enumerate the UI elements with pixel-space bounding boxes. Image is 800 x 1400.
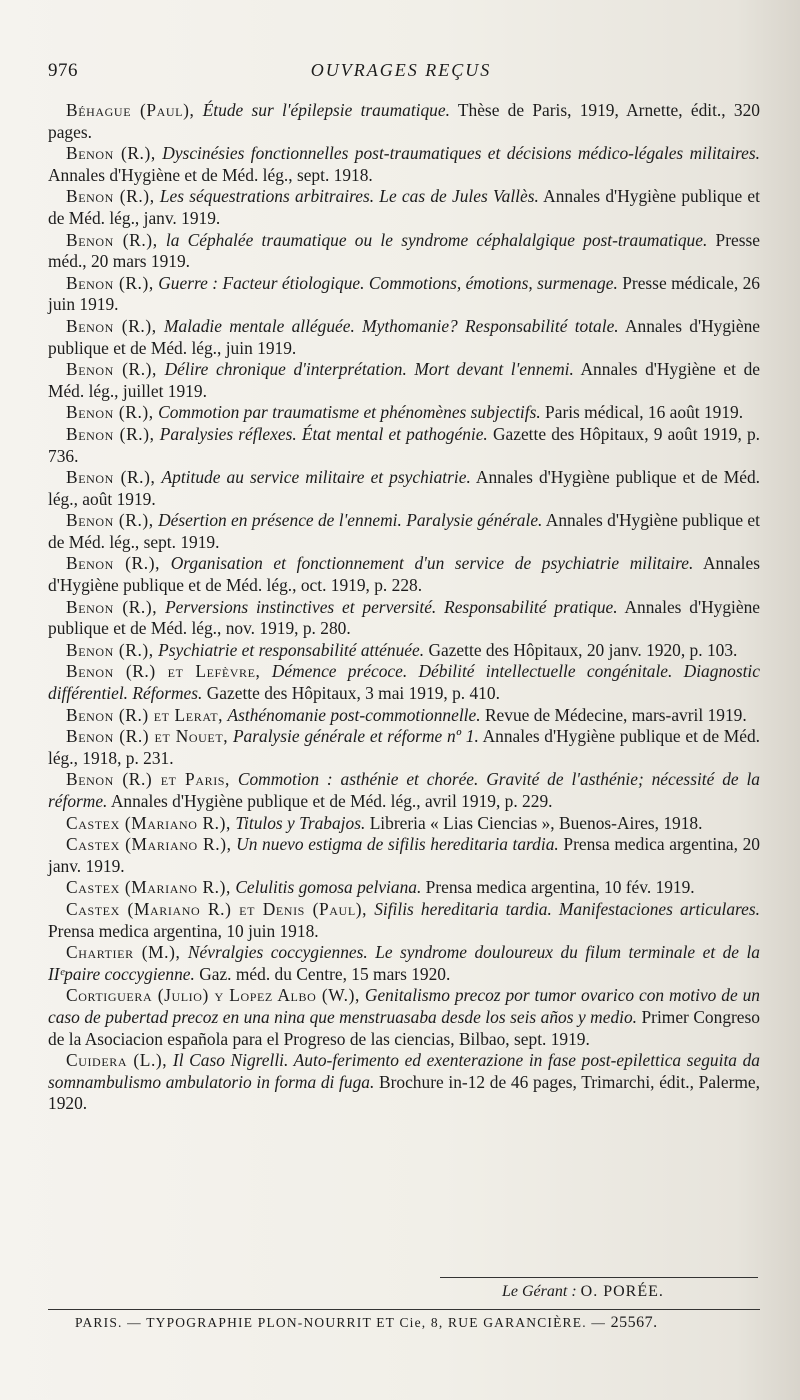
gerant-name: O. PORÉE.	[580, 1283, 664, 1300]
entry-author: Benon (R.),	[66, 402, 154, 423]
bibliography-entry	[48, 186, 760, 229]
entry-title: Les séquestrations arbitraires. Le cas de Jules Vallès.	[159, 186, 539, 207]
entry-title: Il Caso Nigrelli. Auto-ferimento ed exenterazione in fase post-epilettica seguita da somnambulismo ambulatorio in forma di fuga.	[48, 1050, 760, 1092]
entry-author: Benon (R.),	[66, 315, 157, 336]
entry-publication: Gaz. méd. du Centre, 15 mars 1920.	[199, 963, 451, 984]
bibliography-entry	[48, 230, 760, 273]
bibliography-entry	[48, 705, 760, 727]
entry-author: Chartier (M.),	[66, 942, 181, 963]
bibliography-entry	[48, 769, 760, 812]
printer-imprint	[75, 1314, 658, 1332]
entry-author: Béhague (Paul),	[66, 100, 195, 120]
entry-title: Asthénomanie post-commotionnelle.	[227, 704, 481, 725]
entry-title: Genitalismo precoz por tumor ovarico con motivo de un caso de pubertad precoz en una nina que menstruasaba desde los seis años y medio.	[48, 985, 761, 1027]
entry-author: Benon (R.) et Nouet,	[66, 726, 229, 747]
entry-author: Castex (Mariano R.),	[66, 834, 232, 855]
footer-rule	[48, 1309, 760, 1310]
entry-publication: Paris médical, 16 août 1919.	[545, 402, 744, 423]
entry-publication: Annales d'Hygiène publique et de Méd. lég., oct. 1919, p. 228.	[48, 553, 760, 596]
bibliography-entry	[48, 942, 760, 985]
entry-publication: Presse méd., 20 mars 1919.	[48, 229, 760, 272]
entry-title: Commotion : asthénie et chorée. Gravité de l'asthénie; nécessité de la réforme.	[48, 769, 760, 811]
bibliography-entry	[48, 273, 760, 316]
entry-title: Étude sur l'épilepsie traumatique.	[202, 100, 450, 120]
bibliography-entry	[48, 985, 760, 1050]
entry-publication: Gazette des Hôpitaux, 3 mai 1919, p. 410.	[206, 683, 500, 704]
entry-author: Benon (R.) et Lefèvre,	[66, 661, 261, 682]
imprint-text: PARIS. — TYPOGRAPHIE PLON-NOURRIT ET Cie, 8, RUE GARANCIÈRE. —	[75, 1315, 607, 1330]
entry-author: Castex (Mariano R.),	[66, 877, 231, 898]
entry-title: Perversions instinctives et perversité. Responsabilité pratique.	[165, 596, 618, 617]
bibliography-entry	[48, 899, 760, 942]
entry-author: Benon (R.),	[66, 143, 156, 164]
entry-publication: Primer Congreso de la Asociacion española para el Progreso de las ciencias, Bilbao, sept. 1919.	[48, 1006, 760, 1049]
bibliography-entry	[48, 726, 760, 769]
entry-title: Paralysies réflexes. État mental et pathogénie.	[159, 423, 488, 444]
entry-title: Un nuevo estigma de sifilis hereditaria tardia.	[236, 834, 559, 855]
bibliography-entry	[48, 402, 760, 424]
entry-publication: Annales d'Hygiène et de Méd. lég., sept. 1918.	[48, 164, 373, 185]
entry-publication: Annales d'Hygiène publique et de Méd. lég., avril 1919, p. 229.	[110, 791, 553, 811]
bibliography-entry	[48, 877, 760, 899]
bibliography-entry	[48, 316, 760, 359]
entry-publication: Annales d'Hygiène et de Méd. lég., juillet 1919.	[48, 359, 760, 401]
entry-title: Organisation et fonctionnement d'un service de psychiatrie militaire.	[170, 553, 694, 574]
entry-title: Démence précoce. Débilité intellectuelle congénitale. Diagnostic différentiel. Réformes.	[48, 661, 760, 704]
entry-publication: Prensa medica argentina, 20 janv. 1919.	[48, 834, 760, 876]
entry-author: Castex (Mariano R.),	[66, 812, 231, 833]
bibliography-entry	[48, 661, 760, 704]
bibliography-list	[48, 100, 760, 1115]
entry-publication: Brochure in-12 de 46 pages, Trimarchi, édit., Palerme, 1920.	[48, 1071, 760, 1114]
entry-author: Benon (R.),	[66, 229, 158, 250]
bibliography-entry	[48, 553, 760, 596]
gerant-rule	[440, 1277, 758, 1278]
entry-title: Titulos y Trabajos.	[235, 812, 366, 833]
entry-author: Benon (R.),	[66, 596, 158, 617]
entry-author: Benon (R.),	[66, 186, 155, 207]
entry-publication: Annales d'Hygiène publique et de Méd. lég., sept. 1919.	[48, 510, 760, 552]
bibliography-entry	[48, 813, 760, 835]
entry-author: Cortiguera (Julio) y Lopez Albo (W.),	[66, 985, 360, 1006]
entry-publication: Annales d'Hygiène publique et de Méd. lég., juin 1919.	[48, 315, 760, 358]
entry-author: Benon (R.),	[66, 553, 161, 574]
entry-author: Benon (R.),	[66, 510, 154, 531]
entry-author: Cuidera (L.),	[66, 1050, 168, 1071]
entry-publication: Revue de Médecine, mars-avril 1919.	[484, 704, 747, 725]
bibliography-entry	[48, 834, 760, 877]
entry-title: la Céphalée traumatique ou le syndrome céphalalgique post-traumatique.	[165, 229, 708, 250]
entry-publication: Libreria « Lias Ciencias », Buenos-Aires, 1918.	[369, 812, 703, 833]
imprint-number: 25567.	[610, 1314, 658, 1331]
entry-author: Benon (R.),	[66, 639, 154, 660]
entry-author: Castex (Mariano R.) et Denis (Paul),	[66, 898, 368, 919]
entry-publication: Annales d'Hygiène publique et de Méd. lég., août 1919.	[48, 467, 760, 509]
entry-title: Délire chronique d'interprétation. Mort devant l'ennemi.	[164, 359, 574, 380]
gerant-line	[502, 1283, 664, 1301]
bibliography-entry	[48, 143, 760, 186]
entry-publication: Annales d'Hygiène publique et de Méd. lég., 1918, p. 231.	[48, 726, 761, 768]
bibliography-entry	[48, 1050, 760, 1115]
running-header	[48, 60, 754, 88]
bibliography-entry	[48, 424, 760, 467]
entry-title: Sifilis hereditaria tardia. Manifestaciones articulares.	[374, 898, 760, 919]
entry-title: Maladie mentale alléguée. Mythomanie? Responsabilité totale.	[164, 315, 619, 336]
bibliography-entry	[48, 100, 760, 143]
entry-title: Aptitude au service militaire et psychiatrie.	[161, 467, 471, 488]
entry-publication: Prensa medica argentina, 10 fév. 1919.	[425, 877, 695, 898]
bibliography-entry	[48, 640, 760, 662]
bibliography-entry	[48, 359, 760, 402]
entry-title: Désertion en présence de l'ennemi. Paralysie générale.	[158, 510, 543, 531]
entry-author: Benon (R.) et Paris,	[66, 769, 231, 790]
bibliography-entry	[48, 467, 760, 510]
entry-title: Psychiatrie et responsabilité atténuée.	[158, 639, 425, 660]
entry-publication: Annales d'Hygiène publique et de Méd. lég., janv. 1919.	[48, 186, 760, 228]
entry-title: Paralysie générale et réforme nº 1.	[232, 726, 479, 747]
entry-publication: Prensa medica argentina, 10 juin 1918.	[48, 920, 319, 941]
bibliography-entry	[48, 597, 760, 640]
page-number: 976	[48, 60, 78, 81]
entry-title: Dyscinésies fonctionnelles post-traumatiques et décisions médico-légales militaires.	[162, 143, 760, 164]
entry-author: Benon (R.),	[66, 272, 154, 293]
entry-author: Benon (R.) et Lerat,	[66, 704, 224, 725]
entry-title: Névralgies coccygiennes. Le syndrome douloureux du filum terminale et de la IIᵉpaire coccygienne.	[48, 942, 760, 984]
entry-title: Commotion par traumatisme et phénomènes subjectifs.	[158, 402, 541, 423]
entry-publication: Annales d'Hygiène publique et de Méd. lég., nov. 1919, p. 280.	[48, 596, 761, 639]
entry-publication: Gazette des Hôpitaux, 20 janv. 1920, p. 103.	[428, 639, 738, 660]
entry-title: Celulitis gomosa pelviana.	[235, 877, 422, 898]
entry-publication: Thèse de Paris, 1919, Arnette, édit., 320 pages.	[48, 100, 760, 142]
entry-author: Benon (R.),	[66, 359, 157, 380]
entry-title: Guerre : Facteur étiologique. Commotions, émotions, surmenage.	[158, 272, 618, 293]
running-title: OUVRAGES REÇUS	[310, 60, 492, 80]
entry-author: Benon (R.),	[66, 467, 156, 488]
entry-publication: Gazette des Hôpitaux, 9 août 1919, p. 736.	[48, 423, 760, 466]
gerant-label: Le Gérant :	[502, 1283, 577, 1300]
entry-author: Benon (R.),	[66, 423, 155, 444]
bibliography-entry	[48, 510, 760, 553]
entry-publication: Presse médicale, 26 juin 1919.	[48, 272, 760, 315]
